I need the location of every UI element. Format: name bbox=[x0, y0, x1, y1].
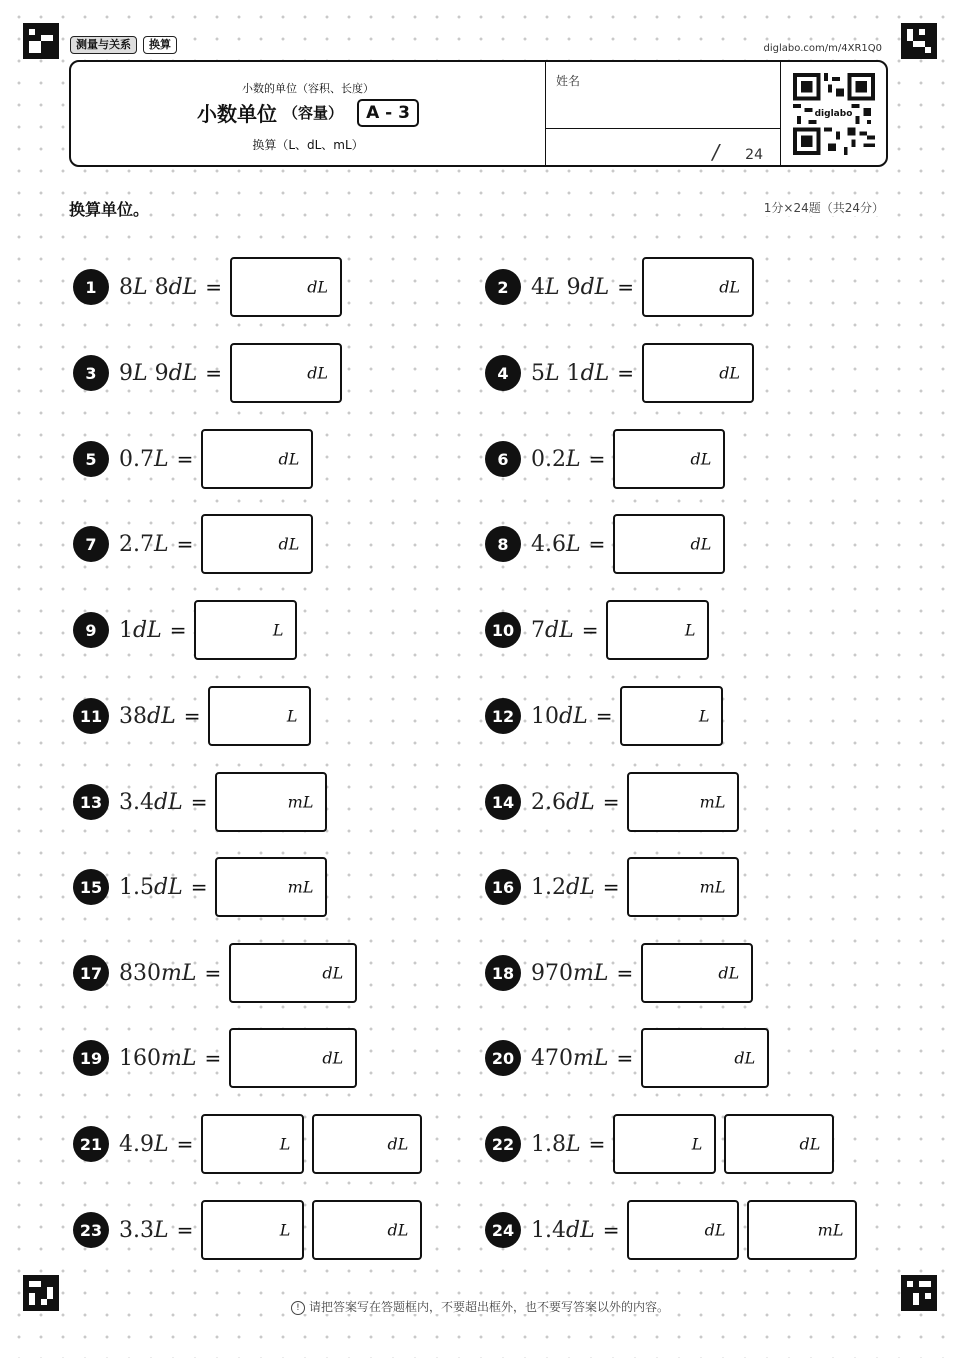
problem-number: 3 bbox=[73, 355, 109, 391]
answer-unit: dL bbox=[719, 277, 741, 297]
problem-number: 5 bbox=[73, 441, 109, 477]
problem-expression: 0.2𝐿 bbox=[531, 446, 581, 472]
answer-box[interactable] bbox=[201, 1114, 304, 1174]
problem-expression: 1.2𝑑𝐿 bbox=[531, 874, 595, 900]
problem-8 bbox=[485, 512, 733, 576]
problem-19 bbox=[73, 1026, 365, 1090]
problem-expression: 8𝐿 8𝑑𝐿 bbox=[119, 274, 198, 300]
answer-unit: L bbox=[286, 706, 298, 726]
problem-16 bbox=[485, 855, 747, 919]
problem-23 bbox=[73, 1198, 430, 1262]
answer-unit: L bbox=[698, 706, 710, 726]
problem-15 bbox=[73, 855, 335, 919]
page-title: 小数单位 bbox=[197, 102, 278, 126]
problem-number: 14 bbox=[485, 784, 521, 820]
problem-number: 20 bbox=[485, 1040, 521, 1076]
corner-marker-top-right bbox=[901, 23, 937, 59]
problem-11 bbox=[73, 684, 319, 748]
problem-number: 1 bbox=[73, 269, 109, 305]
answer-unit: L bbox=[684, 620, 696, 640]
answer-unit: mL bbox=[287, 792, 314, 812]
answer-unit: dL bbox=[704, 1220, 726, 1240]
corner-marker-top-left bbox=[23, 23, 59, 59]
answer-unit: dL bbox=[387, 1134, 409, 1154]
category-tags bbox=[70, 36, 177, 54]
problem-24 bbox=[485, 1198, 865, 1262]
problem-number: 7 bbox=[73, 526, 109, 562]
problem-21 bbox=[73, 1112, 430, 1176]
problem-number: 13 bbox=[73, 784, 109, 820]
equals-sign: = bbox=[616, 1046, 634, 1070]
answer-box[interactable] bbox=[641, 943, 753, 1003]
equals-sign: = bbox=[169, 618, 187, 642]
answer-unit: dL bbox=[799, 1134, 821, 1154]
name-score-area bbox=[545, 62, 781, 165]
answer-box[interactable] bbox=[230, 343, 342, 403]
qr-label: diglabo bbox=[814, 108, 853, 119]
problem-expression: 2.6𝑑𝐿 bbox=[531, 789, 595, 815]
equals-sign: = bbox=[617, 275, 635, 299]
problem-17 bbox=[73, 941, 365, 1005]
answer-unit: L bbox=[279, 1134, 291, 1154]
problem-expression: 0.7𝐿 bbox=[119, 446, 169, 472]
answer-box[interactable] bbox=[613, 429, 725, 489]
problem-22 bbox=[485, 1112, 842, 1176]
equals-sign: = bbox=[204, 1046, 222, 1070]
answer-unit: mL bbox=[699, 792, 726, 812]
equals-sign: = bbox=[602, 1218, 620, 1242]
equals-sign: = bbox=[176, 1218, 194, 1242]
problem-expression: 7𝑑𝐿 bbox=[531, 617, 574, 643]
name-label: 姓名 bbox=[556, 74, 581, 88]
answer-box[interactable] bbox=[642, 343, 754, 403]
problem-number: 22 bbox=[485, 1126, 521, 1162]
answer-unit: dL bbox=[307, 363, 329, 383]
tag-category: 测量与关系 bbox=[70, 36, 137, 54]
problem-number: 15 bbox=[73, 869, 109, 905]
answer-unit: dL bbox=[718, 963, 740, 983]
problem-expression: 970𝑚𝐿 bbox=[531, 960, 609, 986]
problem-7 bbox=[73, 512, 321, 576]
qr-area bbox=[780, 62, 886, 165]
answer-unit: dL bbox=[719, 363, 741, 383]
footer-note bbox=[0, 1298, 960, 1315]
equals-sign: = bbox=[588, 447, 606, 471]
problem-expression: 2.7𝐿 bbox=[119, 531, 169, 557]
header-title-area bbox=[71, 62, 545, 165]
name-score-divider bbox=[546, 128, 781, 129]
answer-box[interactable] bbox=[208, 686, 311, 746]
equals-sign: = bbox=[595, 704, 613, 728]
problem-expression: 1𝑑𝐿 bbox=[119, 617, 162, 643]
problem-expression: 160𝑚𝐿 bbox=[119, 1045, 197, 1071]
answer-box[interactable] bbox=[229, 1028, 357, 1088]
equals-sign: = bbox=[602, 790, 620, 814]
problem-expression: 4.6𝐿 bbox=[531, 531, 581, 557]
problem-10 bbox=[485, 598, 717, 662]
equals-sign: = bbox=[190, 875, 208, 899]
answer-unit: L bbox=[691, 1134, 703, 1154]
header-subtitle: 换算（L、dL、mL） bbox=[252, 138, 364, 152]
answer-box[interactable] bbox=[201, 1200, 304, 1260]
problem-number: 6 bbox=[485, 441, 521, 477]
answer-unit: dL bbox=[278, 449, 300, 469]
equals-sign: = bbox=[588, 1132, 606, 1156]
problem-expression: 470𝑚𝐿 bbox=[531, 1045, 609, 1071]
problem-expression: 3.3𝐿 bbox=[119, 1217, 169, 1243]
problem-expression: 5𝐿 1𝑑𝐿 bbox=[531, 360, 610, 386]
answer-box[interactable] bbox=[229, 943, 357, 1003]
problem-14 bbox=[485, 770, 747, 834]
problem-expression: 4𝐿 9𝑑𝐿 bbox=[531, 274, 610, 300]
answer-box[interactable] bbox=[641, 1028, 769, 1088]
answer-box[interactable] bbox=[627, 857, 739, 917]
answer-unit: dL bbox=[387, 1220, 409, 1240]
equals-sign: = bbox=[205, 275, 223, 299]
equals-sign: = bbox=[581, 618, 599, 642]
problem-expression: 830𝑚𝐿 bbox=[119, 960, 197, 986]
answer-unit: dL bbox=[322, 1048, 344, 1068]
answer-box[interactable] bbox=[215, 857, 327, 917]
problem-expression: 4.9𝐿 bbox=[119, 1131, 169, 1157]
answer-box[interactable] bbox=[627, 772, 739, 832]
problem-6 bbox=[485, 427, 733, 491]
answer-box[interactable] bbox=[642, 257, 754, 317]
problem-number: 21 bbox=[73, 1126, 109, 1162]
problem-number: 2 bbox=[485, 269, 521, 305]
problem-number: 18 bbox=[485, 955, 521, 991]
instruction: 换算单位。 bbox=[69, 197, 149, 220]
answer-unit: L bbox=[279, 1220, 291, 1240]
problem-number: 12 bbox=[485, 698, 521, 734]
problem-number: 24 bbox=[485, 1212, 521, 1248]
answer-box[interactable] bbox=[724, 1114, 834, 1174]
answer-box[interactable] bbox=[627, 1200, 739, 1260]
problem-number: 8 bbox=[485, 526, 521, 562]
problem-13 bbox=[73, 770, 335, 834]
answer-box[interactable] bbox=[201, 514, 313, 574]
answer-box[interactable] bbox=[312, 1200, 422, 1260]
qr-code-icon bbox=[793, 73, 875, 155]
equals-sign: = bbox=[616, 961, 634, 985]
problem-number: 23 bbox=[73, 1212, 109, 1248]
problem-4 bbox=[485, 341, 762, 405]
problem-number: 19 bbox=[73, 1040, 109, 1076]
problem-expression: 3.4𝑑𝐿 bbox=[119, 789, 183, 815]
problem-number: 16 bbox=[485, 869, 521, 905]
answer-unit: dL bbox=[307, 277, 329, 297]
equals-sign: = bbox=[183, 704, 201, 728]
equals-sign: = bbox=[205, 361, 223, 385]
answer-box[interactable] bbox=[215, 772, 327, 832]
answer-box[interactable] bbox=[613, 1114, 716, 1174]
problem-1 bbox=[73, 255, 350, 319]
problem-20 bbox=[485, 1026, 777, 1090]
problem-expression: 10𝑑𝐿 bbox=[531, 703, 588, 729]
problem-expression: 38𝑑𝐿 bbox=[119, 703, 176, 729]
answer-unit: mL bbox=[699, 877, 726, 897]
equals-sign: = bbox=[176, 532, 194, 556]
problem-number: 10 bbox=[485, 612, 521, 648]
answer-unit: dL bbox=[278, 534, 300, 554]
equals-sign: = bbox=[617, 361, 635, 385]
points-info: 1分×24题（共24分） bbox=[763, 201, 884, 215]
answer-unit: dL bbox=[690, 449, 712, 469]
worksheet-code: A - 3 bbox=[357, 99, 419, 127]
problem-number: 17 bbox=[73, 955, 109, 991]
equals-sign: = bbox=[190, 790, 208, 814]
problem-9 bbox=[73, 598, 305, 662]
problem-number: 9 bbox=[73, 612, 109, 648]
problem-number: 11 bbox=[73, 698, 109, 734]
answer-box[interactable] bbox=[194, 600, 297, 660]
equals-sign: = bbox=[204, 961, 222, 985]
problem-18 bbox=[485, 941, 761, 1005]
equals-sign: = bbox=[588, 532, 606, 556]
worksheet-url: diglabo.com/m/4XR1Q0 bbox=[763, 43, 882, 54]
problem-2 bbox=[485, 255, 762, 319]
answer-unit: dL bbox=[734, 1048, 756, 1068]
answer-box[interactable] bbox=[606, 600, 709, 660]
answer-unit: L bbox=[272, 620, 284, 640]
worksheet-header bbox=[69, 60, 888, 167]
problem-3 bbox=[73, 341, 350, 405]
problem-number: 4 bbox=[485, 355, 521, 391]
problem-expression: 1.5𝑑𝐿 bbox=[119, 874, 183, 900]
problem-expression: 1.8𝐿 bbox=[531, 1131, 581, 1157]
info-icon: ! bbox=[291, 1301, 305, 1315]
answer-unit: dL bbox=[690, 534, 712, 554]
answer-box[interactable] bbox=[201, 429, 313, 489]
problem-5 bbox=[73, 427, 321, 491]
problem-expression: 1.4𝑑𝐿 bbox=[531, 1217, 595, 1243]
answer-box[interactable] bbox=[747, 1200, 857, 1260]
equals-sign: = bbox=[602, 875, 620, 899]
footer-text: 请把答案写在答题框内，不要超出框外，也不要写答案以外的内容。 bbox=[308, 1300, 669, 1314]
tag-topic: 换算 bbox=[143, 36, 177, 54]
page-title-sub: （容量） bbox=[283, 104, 344, 122]
problem-12 bbox=[485, 684, 731, 748]
header-small-title: 小数的单位（容积、长度） bbox=[242, 82, 374, 95]
score-slash: / bbox=[712, 140, 720, 164]
score-total: 24 bbox=[745, 147, 763, 163]
equals-sign: = bbox=[176, 1132, 194, 1156]
header-title-row bbox=[71, 98, 545, 127]
problem-expression: 9𝐿 9𝑑𝐿 bbox=[119, 360, 198, 386]
answer-unit: mL bbox=[287, 877, 314, 897]
answer-unit: mL bbox=[817, 1220, 844, 1240]
answer-box[interactable] bbox=[312, 1114, 422, 1174]
answer-unit: dL bbox=[322, 963, 344, 983]
score-field bbox=[712, 140, 763, 164]
answer-box[interactable] bbox=[613, 514, 725, 574]
answer-box[interactable] bbox=[230, 257, 342, 317]
equals-sign: = bbox=[176, 447, 194, 471]
answer-box[interactable] bbox=[620, 686, 723, 746]
